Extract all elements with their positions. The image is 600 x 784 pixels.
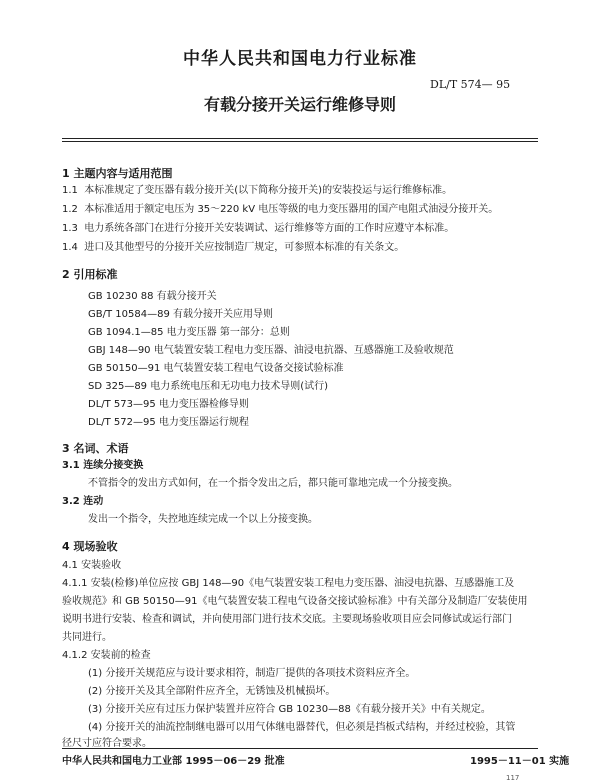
reference-item: GB/T 10584—89 有载分接开关应用导则 [88,309,273,320]
reference-item: DL/T 572—95 电力变压器运行规程 [88,417,249,428]
section-3-title: 3 名词、术语 [62,442,129,455]
reference-item: DL/T 573—95 电力变压器检修导则 [88,399,249,410]
title-divider-2 [62,141,538,142]
footer-divider [62,748,538,749]
clause-4-1-heading: 4.1 安装验收 [62,560,122,571]
reference-item: GBJ 148—90 电气装置安装工程电力变压器、油浸电抗器、互感器施工及验收规范 [88,345,454,356]
clause-4-1-2-heading: 4.1.2 安装前的检查 [62,650,151,661]
standard-code: DL/T 574— 95 [430,78,511,91]
clause-1-2 [62,202,498,218]
term-3-2-heading: 3.2 连动 [62,496,104,507]
approval-statement: 中华人民共和国电力工业部 1995－06－29 批准 [62,756,285,767]
standard-header: 中华人民共和国电力行业标准 [183,49,417,69]
clause-1-1 [62,183,452,199]
check-item-2: (2) 分接开关及其全部附件应齐全，无锈蚀及机械损坏。 [88,686,336,697]
clause-4-1-1-line: 4.1.1 安装(检修)单位应按 GBJ 148—90《电气装置安装工程电力变压器、油浸电抗器、互感器施工及 [62,578,515,589]
clause-text: 本标准规定了变压器有载分接开关(以下简称分接开关)的安装投运与运行维修标准。 [84,185,453,196]
reference-item: SD 325—89 电力系统电压和无功电力技术导则(试行) [88,381,329,392]
document-title: 有载分接开关运行维修导则 [203,95,396,114]
clause-4-1-1-line: 共同进行。 [62,632,112,643]
clause-1-4 [62,240,404,256]
section-1-title: 1 主题内容与适用范围 [62,167,173,180]
clause-text: 本标准适用于额定电压为 35～220 kV 电压等级的电力变压器用的国产电阻式油浸分接开关。 [84,204,499,215]
reference-item: GB 10230 88 有载分接开关 [88,291,217,302]
clause-number: 1.3 [62,223,78,234]
check-item-4-line: (4) 分接开关的油流控制继电器可以用气体继电器替代，但必须是挡板式结构，并经过校验，其管 [88,722,516,733]
clause-4-1-1-line: 验收规范》和 GB 50150—91《电气装置安装工程电气设备交接试验标准》中有关部分及制造厂安装使用 [62,596,528,607]
check-item-3: (3) 分接开关应有过压力保护装置并应符合 GB 10230—88《有载分接开关》中有关规定。 [88,704,491,715]
page-number: 117 [506,774,520,782]
clause-number: 1.4 [62,242,78,253]
reference-item: GB 1094.1—85 电力变压器 第一部分：总则 [88,327,290,338]
section-4-title: 4 现场验收 [62,540,118,553]
clause-number: 1.1 [62,185,78,196]
implementation-date: 1995－11－01 实施 [470,756,570,767]
title-divider-1 [62,138,538,139]
clause-text: 电力系统各部门在进行分接开关安装调试、运行维修等方面的工作时应遵守本标准。 [84,223,455,234]
clause-1-3 [62,221,454,237]
clause-4-1-1-line: 说明书进行安装、检查和调试，并向使用部门进行技术交底。主要现场验收项目应会同修试或运行部门 [62,614,512,625]
term-3-1-heading: 3.1 连续分接变换 [62,460,144,471]
reference-item: GB 50150—91 电气装置安装工程电气设备交接试验标准 [88,363,344,374]
term-3-2-definition: 发出一个指令，失控地连续完成一个以上分接变换。 [88,514,318,525]
clause-text: 进口及其他型号的分接开关应按制造厂规定，可参照本标准的有关条文。 [84,242,405,253]
section-2-title: 2 引用标准 [62,268,118,281]
term-3-1-definition: 不管指令的发出方式如何，在一个指令发出之后，都只能可靠地完成一个分接变换。 [88,478,458,489]
check-item-4-line: 径尺寸应符合要求。 [62,738,152,749]
clause-number: 1.2 [62,204,78,215]
check-item-1: (1) 分接开关规范应与设计要求相符，制造厂提供的各项技术资料应齐全。 [88,668,416,679]
